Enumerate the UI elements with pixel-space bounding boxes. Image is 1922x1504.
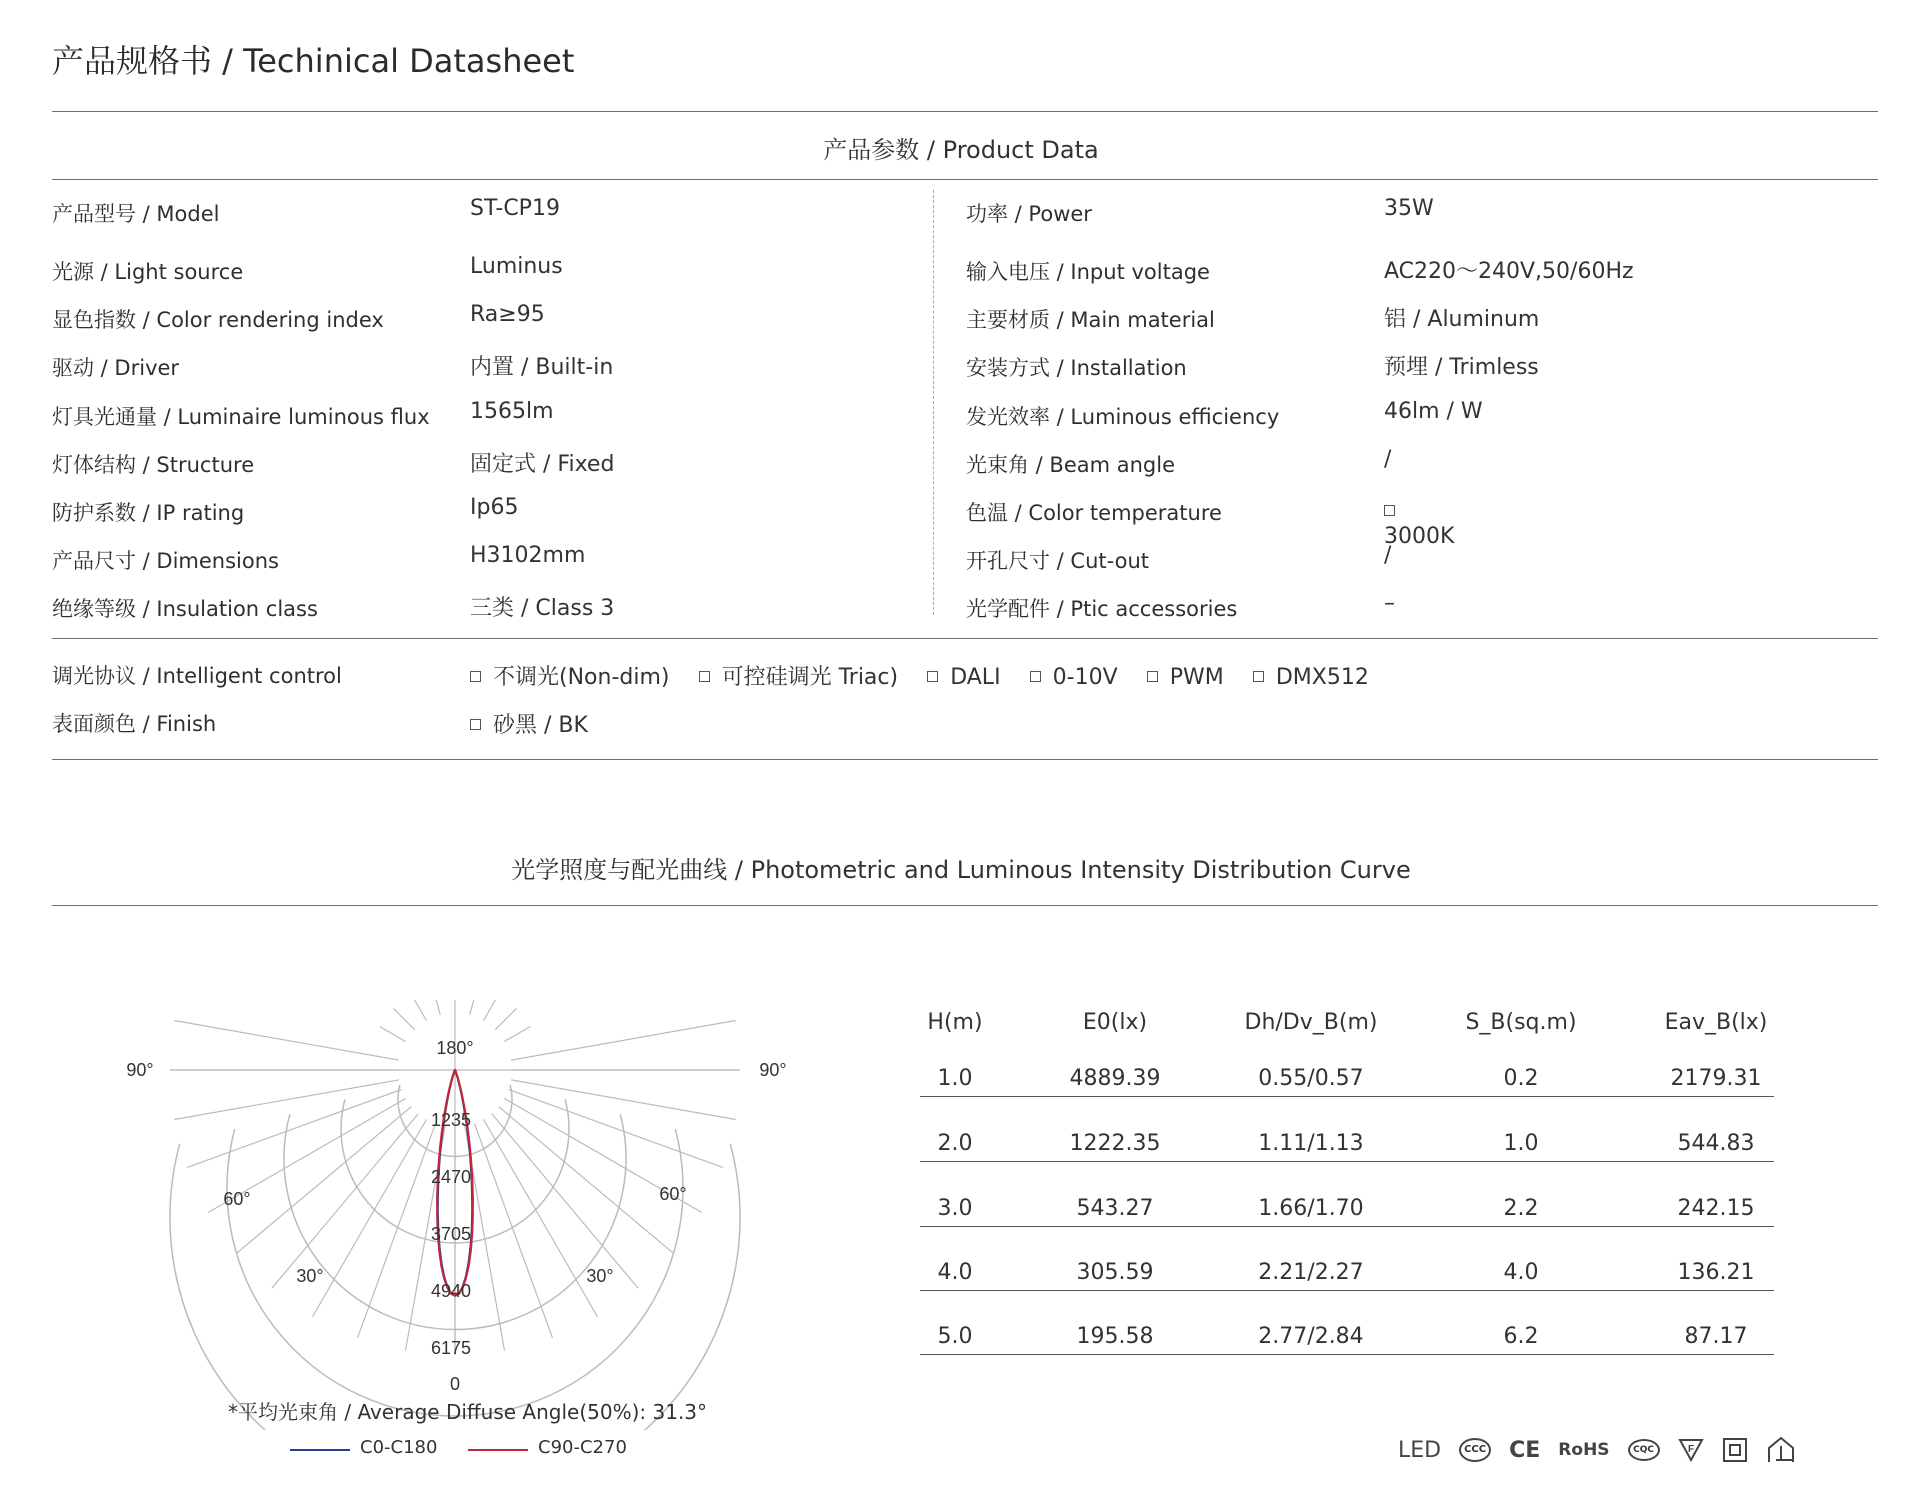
ring-label: 6175 xyxy=(430,1338,472,1358)
spec-value: 35W xyxy=(1384,196,1434,221)
checkbox[interactable] xyxy=(1147,671,1158,682)
angle-label: 90° xyxy=(126,1060,154,1080)
table-cell: 543.27 xyxy=(1076,1196,1154,1221)
spec-value: 1565lm xyxy=(470,399,554,424)
table-cell: 3.0 xyxy=(937,1196,973,1221)
checkbox[interactable] xyxy=(699,671,710,682)
average-angle-note: *平均光束角 / Average Diffuse Angle(50%): 31.3° xyxy=(228,1400,708,1424)
table-cell: 5.0 xyxy=(937,1324,973,1349)
spec-value: 3000K xyxy=(1384,524,1455,549)
polar-distribution-diagram xyxy=(105,1000,805,1430)
spec-label: 灯具光通量 / Luminaire luminous flux xyxy=(52,405,430,429)
checkbox[interactable] xyxy=(470,719,481,730)
angle-label: 90° xyxy=(759,1060,787,1080)
table-row-divider xyxy=(920,1096,1774,1097)
finish-option[interactable]: 砂黑 / BK xyxy=(470,713,588,738)
spec-label: 开孔尺寸 / Cut-out xyxy=(966,549,1149,573)
polar-radial xyxy=(174,1021,399,1061)
f-mark-icon xyxy=(1678,1438,1704,1462)
polar-radial xyxy=(499,1107,674,1254)
table-header: Dh/Dv_B(m) xyxy=(1244,1010,1378,1035)
spec-label: 发光效率 / Luminous efficiency xyxy=(966,405,1280,429)
ring-label: 4940 xyxy=(430,1281,472,1301)
spec-value: / xyxy=(1384,543,1392,568)
spec-label: 显色指数 / Color rendering index xyxy=(52,308,384,332)
spec-label: 光学配件 / Ptic accessories xyxy=(966,597,1238,621)
angle-label: 180° xyxy=(436,1038,474,1058)
indoor-use-mark-icon xyxy=(1766,1436,1796,1464)
finish-options xyxy=(470,708,588,739)
legend-swatch-c0 xyxy=(290,1449,350,1451)
control-option[interactable]: PWM xyxy=(1147,665,1224,690)
table-cell: 1.11/1.13 xyxy=(1258,1131,1364,1156)
control-options xyxy=(470,660,1369,691)
table-header: E0(lx) xyxy=(1082,1010,1148,1035)
table-cell: 1.0 xyxy=(937,1066,973,1091)
ce-mark-icon: CE xyxy=(1509,1437,1541,1463)
table-header: H(m) xyxy=(927,1010,983,1035)
certification-marks xyxy=(1398,1436,1796,1464)
spec-label: 输入电压 / Input voltage xyxy=(966,260,1210,284)
polar-radial xyxy=(358,1124,436,1338)
spec-value: ST-CP19 xyxy=(470,196,560,221)
table-cell: 305.59 xyxy=(1076,1260,1154,1285)
polar-radial xyxy=(509,1089,723,1167)
polar-radial xyxy=(492,1114,639,1289)
polar-grid xyxy=(170,1000,740,1430)
legend-label-c0: C0-C180 xyxy=(360,1437,438,1458)
spec-value: Ip65 xyxy=(470,495,519,520)
table-cell: 1222.35 xyxy=(1069,1131,1161,1156)
spec-label: 驱动 / Driver xyxy=(52,356,180,380)
spec-value: Ra≥95 xyxy=(470,302,545,327)
ring-label: 1235 xyxy=(430,1110,472,1130)
product-data-title: 产品参数 / Product Data xyxy=(823,136,1099,164)
divider xyxy=(52,179,1878,180)
column-divider xyxy=(933,190,934,615)
table-cell: 2.77/2.84 xyxy=(1258,1324,1364,1349)
spec-label: 色温 / Color temperature xyxy=(966,501,1222,525)
spec-label: 产品型号 / Model xyxy=(52,202,220,226)
spec-value: 预埋 / Trimless xyxy=(1384,355,1539,380)
table-cell: 195.58 xyxy=(1076,1324,1154,1349)
table-cell: 2.2 xyxy=(1503,1196,1539,1221)
table-row-divider xyxy=(920,1161,1774,1162)
table-cell: 544.83 xyxy=(1677,1131,1755,1156)
angle-label: 30° xyxy=(296,1266,324,1286)
polar-radial xyxy=(484,1000,499,1021)
polar-radial xyxy=(313,1119,427,1316)
control-option[interactable]: DMX512 xyxy=(1253,665,1369,690)
polar-radial xyxy=(495,1008,516,1029)
table-cell: 87.17 xyxy=(1684,1324,1748,1349)
table-cell: 136.21 xyxy=(1677,1260,1755,1285)
spec-label: 防护系数 / IP rating xyxy=(52,501,245,525)
class2-mark-icon xyxy=(1722,1437,1748,1463)
polar-radial xyxy=(393,1008,414,1029)
angle-label: 60° xyxy=(223,1189,251,1209)
polar-radial xyxy=(380,1027,406,1042)
ring-label: 2470 xyxy=(430,1167,472,1187)
cqc-mark-icon: CQC xyxy=(1628,1439,1660,1461)
led-mark: LED xyxy=(1398,1437,1442,1463)
table-cell: 4889.39 xyxy=(1069,1066,1161,1091)
ring-label: 3705 xyxy=(430,1224,472,1244)
table-header: Eav_B(lx) xyxy=(1664,1010,1768,1035)
checkbox[interactable] xyxy=(1384,505,1395,516)
polar-radial xyxy=(504,1027,530,1042)
angle-label: 60° xyxy=(659,1184,687,1204)
polar-radial xyxy=(432,1000,440,1015)
table-cell: 4.0 xyxy=(937,1260,973,1285)
angle-label: 30° xyxy=(586,1266,614,1286)
spec-label: 安装方式 / Installation xyxy=(966,356,1187,380)
polar-radial xyxy=(474,1124,552,1338)
finish-label: 表面颜色 / Finish xyxy=(52,712,217,736)
control-option[interactable]: 不调光(Non-dim) xyxy=(470,665,669,690)
table-header: S_B(sq.m) xyxy=(1465,1010,1577,1035)
spec-label: 主要材质 / Main material xyxy=(966,308,1215,332)
divider xyxy=(52,759,1878,760)
spec-value: AC220～240V,50/60Hz xyxy=(1384,259,1634,284)
divider xyxy=(52,111,1878,112)
table-row-divider xyxy=(920,1354,1774,1355)
polar-radial xyxy=(272,1114,419,1289)
checkbox[interactable] xyxy=(927,671,938,682)
polar-radial xyxy=(484,1119,598,1316)
legend-swatch-c90 xyxy=(468,1449,528,1451)
table-cell: 242.15 xyxy=(1677,1196,1755,1221)
checkbox[interactable] xyxy=(1253,671,1264,682)
table-cell: 2.0 xyxy=(937,1131,973,1156)
spec-value-wrap xyxy=(1384,499,1454,549)
spec-label: 产品尺寸 / Dimensions xyxy=(52,549,279,573)
polar-radial xyxy=(237,1107,412,1254)
spec-label: 绝缘等级 / Insulation class xyxy=(52,597,318,621)
spec-label: 光源 / Light source xyxy=(52,260,244,284)
spec-value: 固定式 / Fixed xyxy=(470,452,615,477)
table-row-divider xyxy=(920,1290,1774,1291)
table-cell: 4.0 xyxy=(1503,1260,1539,1285)
spec-label: 光束角 / Beam angle xyxy=(966,453,1176,477)
table-cell: 6.2 xyxy=(1503,1324,1539,1349)
spec-value: – xyxy=(1384,591,1395,616)
table-cell: 2.21/2.27 xyxy=(1258,1260,1364,1285)
control-option[interactable]: 0-10V xyxy=(1030,665,1118,690)
control-option[interactable]: 可控硅调光 Triac) xyxy=(699,665,899,690)
ccc-mark-icon: CCC xyxy=(1459,1438,1491,1462)
spec-value: 内置 / Built-in xyxy=(470,355,614,380)
table-row-divider xyxy=(920,1226,1774,1227)
polar-radial xyxy=(174,1080,399,1120)
checkbox[interactable] xyxy=(1030,671,1041,682)
polar-radial xyxy=(511,1021,736,1061)
polar-radial xyxy=(470,1000,478,1015)
page-title: 产品规格书 / Techinical Datasheet xyxy=(52,42,575,80)
control-label: 调光协议 / Intelligent control xyxy=(52,664,342,688)
svg-text:F: F xyxy=(1687,1444,1694,1455)
polar-labels xyxy=(126,1038,786,1394)
spec-value: / xyxy=(1384,447,1392,472)
rohs-mark-icon: RoHS xyxy=(1558,1440,1610,1460)
table-cell: 2179.31 xyxy=(1670,1066,1762,1091)
spec-label: 功率 / Power xyxy=(966,202,1092,226)
spec-value: 三类 / Class 3 xyxy=(470,596,615,621)
table-cell: 0.2 xyxy=(1503,1066,1539,1091)
checkbox[interactable] xyxy=(470,671,481,682)
spec-value: H3102mm xyxy=(470,543,586,568)
polar-radial xyxy=(511,1080,736,1120)
spec-value: 46lm / W xyxy=(1384,399,1483,424)
table-cell: 0.55/0.57 xyxy=(1258,1066,1364,1091)
spec-label: 灯体结构 / Structure xyxy=(52,453,255,477)
spec-value: Luminus xyxy=(470,254,563,279)
angle-label: 0 xyxy=(449,1374,461,1394)
polar-radial xyxy=(412,1000,427,1021)
divider xyxy=(52,905,1878,906)
legend-label-c90: C90-C270 xyxy=(538,1437,627,1458)
table-cell: 1.0 xyxy=(1503,1131,1539,1156)
control-option[interactable]: DALI xyxy=(927,665,1000,690)
polar-radial xyxy=(187,1089,401,1167)
table-cell: 1.66/1.70 xyxy=(1258,1196,1364,1221)
photometric-title: 光学照度与配光曲线 / Photometric and Luminous Intensity Distribution Curve xyxy=(511,856,1411,884)
spec-value: 铝 / Aluminum xyxy=(1384,307,1540,332)
divider xyxy=(52,638,1878,639)
